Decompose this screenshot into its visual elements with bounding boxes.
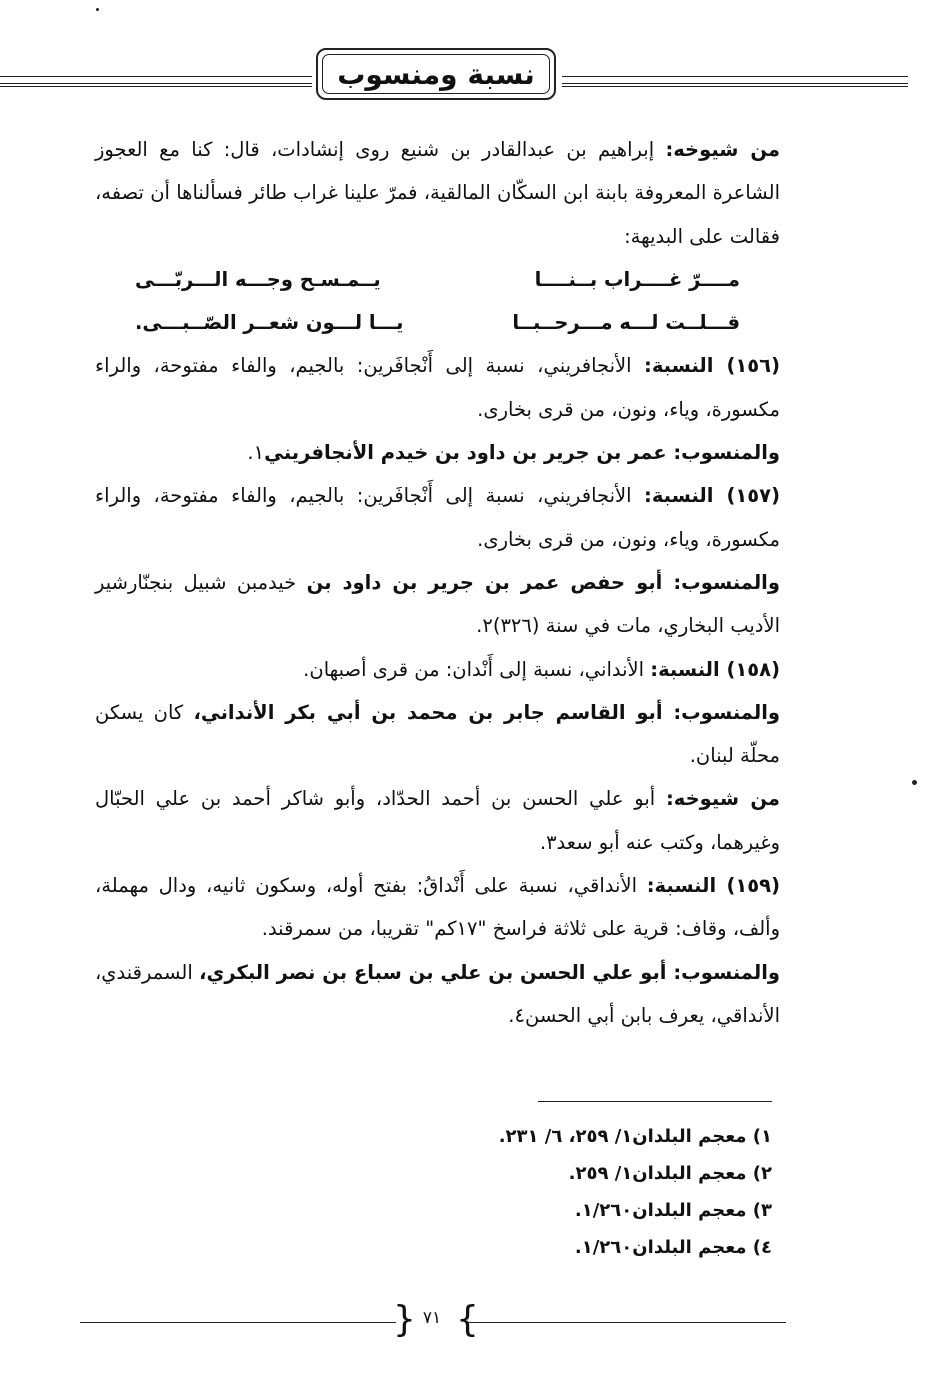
verse-hemistich: مــــرّ غــــراب بــنــــا (534, 267, 740, 291)
scan-dot (912, 780, 917, 785)
paragraph-sheikhs (95, 128, 780, 258)
header-box (316, 48, 556, 100)
verse-hemistich: يــمـسـح وجـــه الـــربّـــى (135, 267, 381, 291)
body-text: أبو علي الحسن بن أحمد الحدّاد، وأبو شاكر أحمد بن علي الحبّال وغيرهما، وكتب عنه أبو سعد٣. (95, 787, 780, 854)
entry-label: والمنسوب: أبو القاسم جابر بن محمد بن أبي بكر الأنداني، (193, 700, 780, 724)
main-text (95, 128, 780, 1037)
footnote-item: ٢) معجم البلدان١/ ٢٥٩. (568, 1163, 772, 1184)
poem-verse-1 (95, 258, 780, 301)
entry-159-nisba (95, 864, 780, 951)
entry-158-mansub (95, 691, 780, 778)
entry-label: والمنسوب: أبو حفص عمر بن جرير بن داود بن (306, 570, 780, 594)
footnote-ref: ١. (247, 441, 265, 465)
entry-label: من شيوخه: (665, 787, 780, 811)
entry-label: والمنسوب: عمر بن جرير بن داود بن خيدم الأنجافريني (264, 441, 780, 465)
entry-158-sheikhs (95, 777, 780, 864)
header-rule-left-bottom (0, 83, 312, 84)
body-text: خيدمبن شبيل بنجنّارشير الأديب البخاري، مات في سنة (٣٢٦)٢. (95, 570, 780, 638)
entry-156-nisba (95, 344, 780, 431)
footnote-separator (538, 1101, 772, 1102)
entry-157-mansub (95, 561, 780, 648)
entry-156-mansub (95, 431, 780, 474)
body-text: كان يسكن محلّة لبنان. (95, 700, 780, 768)
footnote-item: ١) معجم البلدان١/ ٢٥٩، ٦/ ٢٣١. (498, 1126, 772, 1147)
entry-label: (١٥٧) النسبة: (644, 484, 781, 508)
entry-159-mansub (95, 951, 780, 1038)
poem-verse-2 (95, 301, 780, 344)
body-text: الأنداقي، نسبة على أَنْداقُ: بفتح أوله، وسكون ثانيه، ودال مهملة، وألف، وقاف: قرية على ثلاثة فراسخ "١٧كم" تقريبا، من سمرقند. (95, 874, 780, 941)
entry-label: (١٥٦) النسبة: (644, 354, 781, 378)
entry-158-nisba (95, 648, 780, 691)
label: من شيوخه: (665, 138, 780, 161)
page-number: ٧١ (422, 1308, 442, 1328)
header-rule-right-bottom (562, 83, 908, 84)
footnote-item: ٣) معجم البلدان١/٢٦٠. (574, 1200, 772, 1221)
header-rule-right-bottom2 (562, 86, 908, 87)
running-header-title: نسبة ومنسوب (337, 57, 535, 91)
body-text: الأنجافريني، نسبة إلى أَنْجافَرين: بالجيم، والفاء مفتوحة، والراء مكسورة، وياء، ونون، من قرى بخارى. (95, 354, 780, 421)
entry-label: والمنسوب: أبو علي الحسن بن علي بن سباع بن نصر البكري، (199, 960, 780, 984)
header-rule-left-bottom2 (0, 86, 312, 87)
body-text: إبراهيم بن عبدالقادر بن شنيع روى إنشادات، قال: كنا مع العجوز الشاعرة المعروفة بابنة ابن السكّان المالقية، فمرّ علينا غراب طائر فسألناها أن تصفه، فقالت على البديهة: (95, 138, 780, 248)
entry-157-nisba (95, 474, 780, 561)
verse-hemistich: قـــلــت لـــه مـــرحــبــا (512, 311, 740, 335)
footer-left-brace: { (393, 1299, 416, 1340)
body-text: السمرقندي، الأنداقي، يعرف بابن أبي الحسن٤. (95, 960, 780, 1027)
footnote-item: ٤) معجم البلدان١/٢٦٠. (574, 1237, 772, 1258)
body-text: الأنداني، نسبة إلى أَنْدان: من قرى أصبهان. (303, 657, 651, 681)
body-text: الأنجافريني، نسبة إلى أَنْجافَرين: بالجيم، والفاء مفتوحة، والراء مكسورة، وياء، ونون، من قرى بخارى. (95, 484, 780, 551)
footer-rule-right (468, 1322, 786, 1323)
footer-right-brace: } (456, 1299, 479, 1340)
header-rule-right-top (562, 76, 908, 77)
footer-rule-left (80, 1322, 396, 1323)
entry-label: (١٥٩) النسبة: (646, 874, 780, 898)
verse-hemistich: يـــا لـــون شعــر الصّــبـــى. (135, 311, 404, 335)
footnotes (272, 1118, 772, 1266)
entry-label: (١٥٨) النسبة: (650, 657, 780, 681)
scan-dot (96, 8, 99, 11)
header-rule-left-top (0, 76, 312, 77)
